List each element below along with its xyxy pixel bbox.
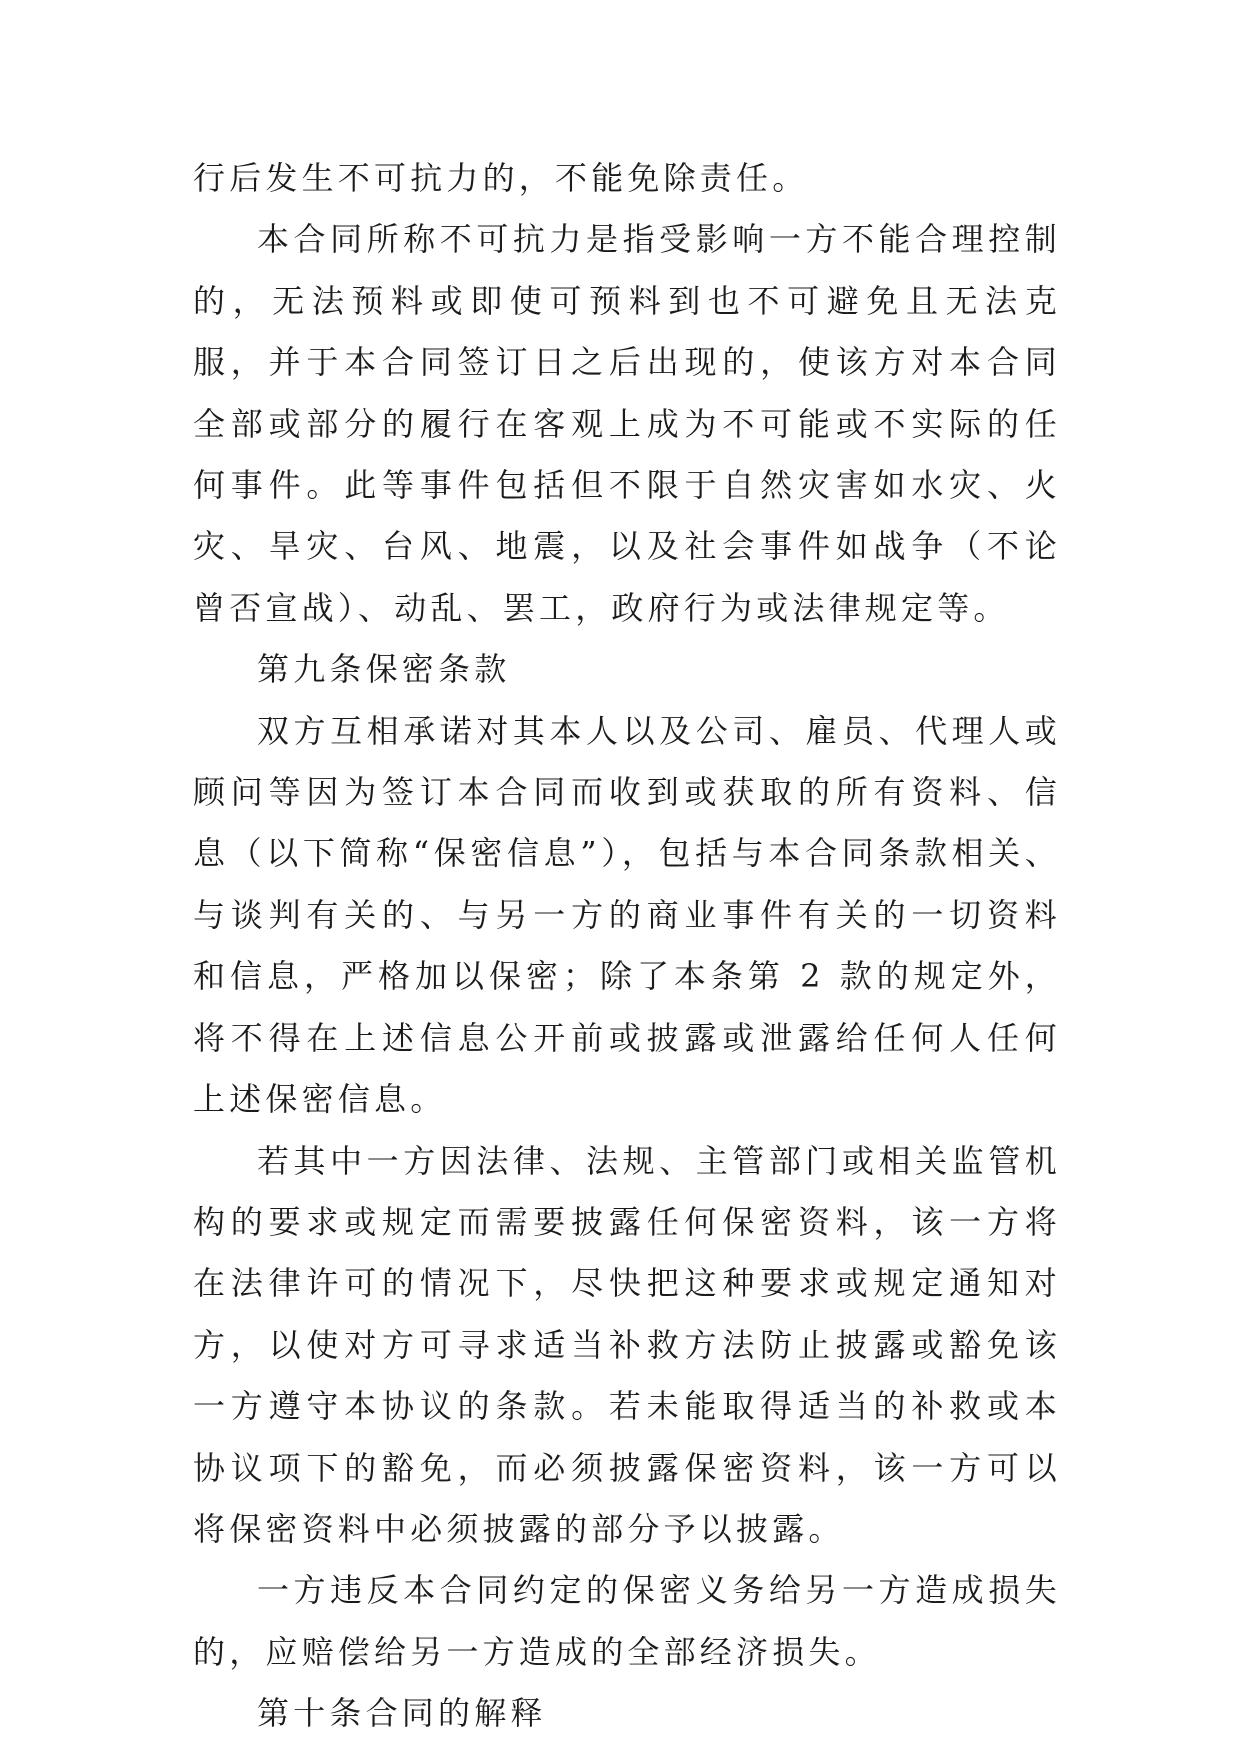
paragraph-disclosure-exception: 若其中一方因法律、法规、主管部门或相关监管机构的要求或规定而需要披露任何保密资料，该一方将在法律许可的情况下，尽快把这种要求或规定通知对方，以使对方可寻求适当补救方法防止披露或豁免该一方遵守本协议的条款。若未能取得适当的补救或本协议项下的豁免，而必须披露保密资料，该一方可以将保密资料中必须披露的部分予以披露。 [193,1141,1061,1548]
article-9-heading: 第九条保密条款 [257,650,511,689]
paragraph-confidentiality-commitment: 双方互相承诺对其本人以及公司、雇员、代理人或顾问等因为签订本合同而收到或获取的所有资料、信息（以下简称“保密信息”），包括与本合同条款相关、与谈判有关的、与另一方的商业事件有关的一切资料和信息，严格加以保密；除了本条第 2 款的规定外，将不得在上述信息公开前或披露或泄露给任何人任何上述保密信息。 [193,711,1061,1119]
paragraph-breach-compensation: 一方违反本合同约定的保密义务给另一方造成损失的，应赔偿给另一方造成的全部经济损失。 [193,1571,1061,1671]
paragraph-continuation: 行后发生不可抗力的，不能免除责任。 [193,159,809,197]
paragraph-force-majeure-definition: 本合同所称不可抗力是指受影响一方不能合理控制的，无法预料或即使可预料到也不可避免且无法克服，并于本合同签订日之后出现的，使该方对本合同全部或部分的履行在客观上成为不可能或不实际的任何事件。此等事件包括但不限于自然灾害如水灾、火灾、旱灾、台风、地震，以及社会事件如战争（不论曾否宣战）、动乱、罢工，政府行为或法律规定等。 [193,220,1061,627]
document-body [193,148,1061,1745]
article-10-heading: 第十条合同的解释 [257,1694,547,1733]
